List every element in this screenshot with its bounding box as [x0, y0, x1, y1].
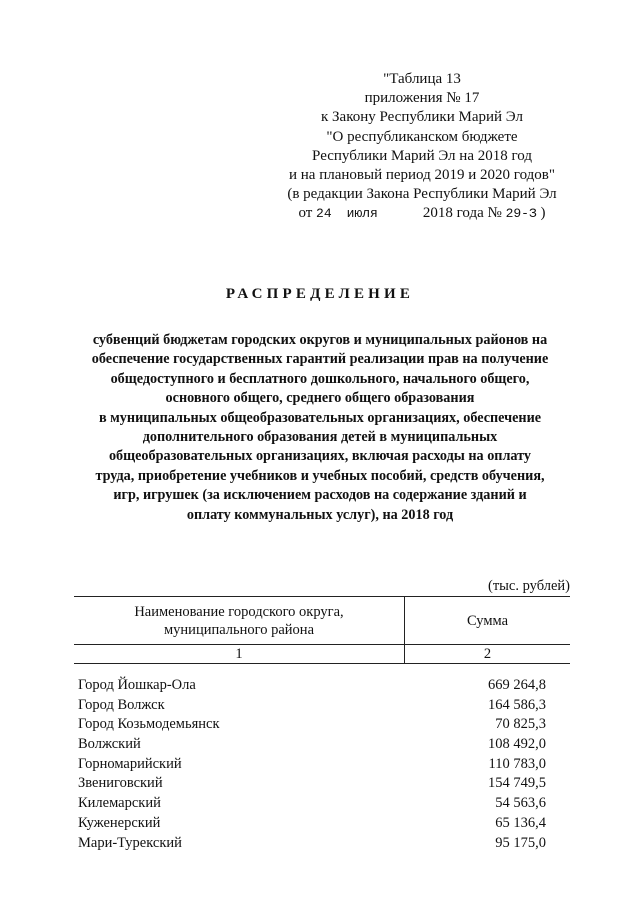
law-number: 29-З: [505, 206, 537, 222]
row-value: 54 563,6: [495, 795, 546, 812]
row-name: Куженерский: [78, 814, 161, 831]
date-prefix: от: [298, 205, 313, 222]
header-line: Республики Марий Эл на 2018 год: [312, 147, 532, 164]
row-name: Город Йошкар-Ола: [78, 677, 196, 693]
date-suffix: ): [540, 205, 546, 222]
subtitle-line: общеобразовательных организациях, включая расходы на оплату: [108, 448, 532, 465]
date-month: июля: [346, 206, 378, 222]
subtitle-line: основного общего, среднего общего образования: [165, 390, 475, 407]
subtitle-line: игр, игрушек (за исключением расходов на содержание зданий и: [113, 487, 527, 504]
header-line: "Таблица 13: [383, 71, 461, 87]
header-line: "О республиканском бюджете: [326, 128, 518, 145]
header-line: и на плановый период 2019 и 2020 годов": [289, 167, 555, 184]
subtitle-line: обеспечение государственных гарантий реализации прав на получение: [91, 351, 549, 368]
row-name: Город Козьмодемьянск: [78, 716, 220, 733]
table-row: [78, 755, 546, 775]
table-row: [78, 735, 546, 755]
row-value: 70 825,3: [495, 716, 546, 733]
subtitle-line: труда, приобретение учебников и учебных пособий, средств обучения,: [95, 467, 545, 484]
row-value: 95 175,0: [495, 834, 546, 851]
table-header: [74, 596, 570, 664]
date-day: 24: [316, 206, 332, 222]
row-name: Звениговский: [78, 775, 163, 792]
row-value: 65 136,4: [495, 814, 546, 831]
table-row: [78, 794, 546, 814]
date-year-text: 2018 года №: [422, 205, 502, 222]
row-name: Город Волжск: [78, 696, 165, 713]
units-label: (тыс. рублей): [488, 578, 570, 594]
column-header-name-line: Наименование городского округа,: [134, 603, 344, 620]
document-title: РАСПРЕДЕЛЕНИЕ: [225, 286, 415, 302]
table-row: [78, 696, 546, 716]
table-body: [78, 676, 546, 853]
header-line: приложения № 17: [364, 90, 480, 107]
column-header-name-line: муниципального района: [164, 621, 314, 638]
row-name: Горномарийский: [78, 755, 182, 772]
table-row: [78, 715, 546, 735]
row-name: Килемарский: [78, 795, 161, 812]
header-line: к Закону Республики Марий Эл: [320, 109, 523, 126]
row-value: 108 492,0: [488, 736, 546, 753]
table-row: [78, 676, 546, 696]
column-number-1: 1: [74, 645, 405, 664]
table-row: [78, 834, 546, 854]
subtitle-line: дополнительного образования детей в муниципальных: [142, 429, 498, 446]
subtitle-line: оплату коммунальных услуг), на 2018 год: [186, 506, 454, 523]
document-subtitle: [60, 331, 580, 525]
header-block: [262, 70, 582, 224]
table-row: [78, 774, 546, 794]
subtitle-line: в муниципальных общеобразовательных организациях, обеспечение: [98, 409, 542, 426]
subtitle-line: субвенций бюджетам городских округов и муниципальных районов на: [92, 332, 548, 348]
subtitle-line: общедоступного и бесплатного дошкольного, начального общего,: [110, 370, 530, 387]
table-row: [78, 814, 546, 834]
row-name: Волжский: [78, 736, 141, 753]
row-name: Мари-Турекский: [78, 834, 182, 851]
row-value: 669 264,8: [488, 677, 546, 693]
header-date-line: [262, 204, 582, 223]
header-line: (в редакции Закона Республики Марий Эл: [287, 186, 557, 203]
row-value: 154 749,5: [488, 775, 546, 792]
row-value: 164 586,3: [488, 696, 546, 713]
column-header-sum: Сумма: [405, 597, 571, 645]
column-header-name: [74, 597, 405, 645]
column-number-2: 2: [405, 645, 571, 664]
row-value: 110 783,0: [488, 755, 546, 772]
